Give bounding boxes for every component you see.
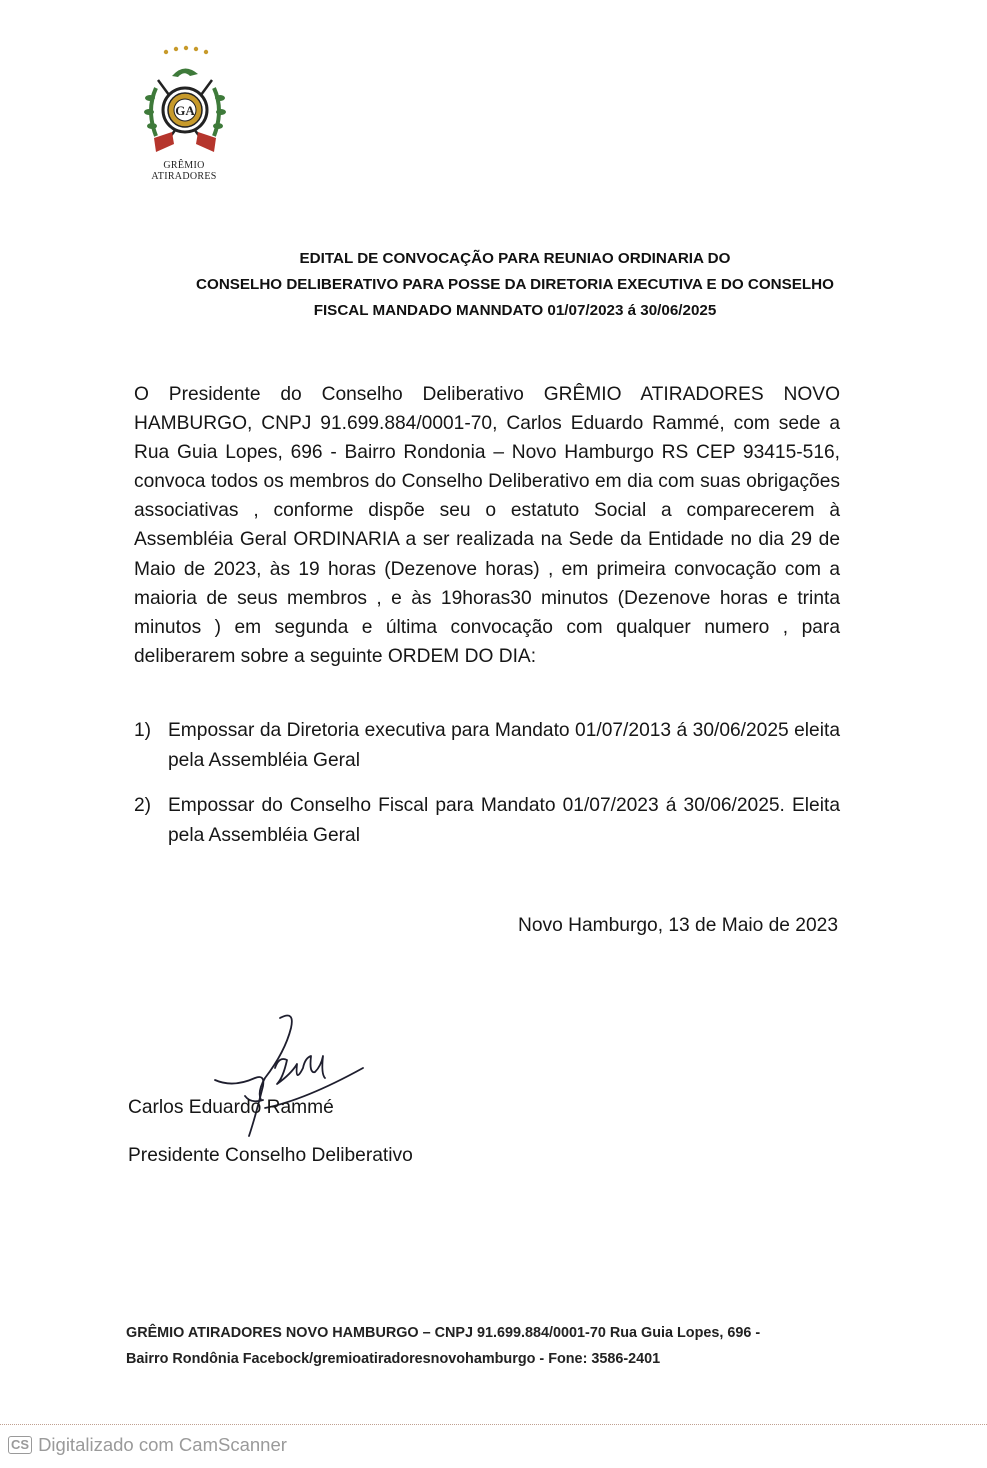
club-crest-icon xyxy=(128,40,240,160)
logo-line-gremio: GRÊMIO xyxy=(163,160,205,171)
footer-contact xyxy=(126,1320,846,1372)
handwritten-signature xyxy=(205,1008,380,1140)
heading-line-2: CONSELHO DELIBERATIVO PARA POSSE DA DIRETORIA EXECUTIVA E DO CONSELHO xyxy=(196,276,834,293)
agenda-item xyxy=(134,791,840,850)
document-heading xyxy=(160,246,870,324)
footer-line-1: GRÊMIO ATIRADORES NOVO HAMBURGO – CNPJ 91.699.884/0001-70 Rua Guia Lopes, 696 - xyxy=(126,1325,761,1341)
footer-line-2: Bairro Rondônia Facebock/gremioatiradoresnovohamburgo - Fone: 3586-2401 xyxy=(126,1351,661,1367)
club-logo xyxy=(128,40,240,192)
logo-line-atiradores: ATIRADORES xyxy=(151,171,217,182)
heading-line-3: FISCAL MANDADO MANNDATO 01/07/2023 á 30/06/2025 xyxy=(313,302,717,319)
signatory-role: Presidente Conselho Deliberativo xyxy=(128,1145,413,1166)
agenda-item xyxy=(134,716,840,775)
date-line: Novo Hamburgo, 13 de Maio de 2023 xyxy=(518,915,838,936)
agenda-item-number: 1) xyxy=(134,720,152,741)
body-paragraph-block xyxy=(134,380,840,671)
watermark-text: Digitalizado com CamScanner xyxy=(38,1434,287,1455)
camscanner-badge-icon: CS xyxy=(8,1436,32,1454)
agenda-item-number: 2) xyxy=(134,795,152,816)
heading-line-1: EDITAL DE CONVOCAÇÃO PARA REUNIAO ORDINARIA DO xyxy=(299,250,731,267)
camscanner-watermark xyxy=(8,1433,287,1457)
agenda-item-text: Empossar da Diretoria executiva para Mandato 01/07/2013 á 30/06/2025 eleita pela Assembléia Geral xyxy=(168,720,840,771)
scan-edge-divider xyxy=(0,1424,987,1426)
signatory-name: Carlos Eduardo Rammé xyxy=(128,1097,334,1118)
body-paragraph: O Presidente do Conselho Deliberativo GRÊMIO ATIRADORES NOVO HAMBURGO, CNPJ 91.699.884/0001-70, Carlos Eduardo Rammé, com sede a Rua Guia Lopes, 696 - Bairro Rondonia – Novo Hamburgo RS CEP 93415-516, convoca todos os membros do Conselho Deliberativo em dia com suas obrigações associativas , conforme dispõe seu o estatuto Social a comparecerem à Assembléia Geral ORDINARIA a ser realizada na Sede da Entidade no dia 29 de Maio de 2023, às 19 horas (Dezenove horas) , em primeira convocação com a maioria de seus membros , e às 19horas30 minutos (Dezenove horas e trinta minutos ) em segunda e última convocação com qualquer numero , para deliberarem sobre a seguinte ORDEM DO DIA: xyxy=(134,384,840,667)
agenda-item-text: Empossar do Conselho Fiscal para Mandato 01/07/2023 á 30/06/2025. Eleita pela Assembléia Geral xyxy=(168,795,840,846)
svg-text:GA: GA xyxy=(175,103,195,118)
